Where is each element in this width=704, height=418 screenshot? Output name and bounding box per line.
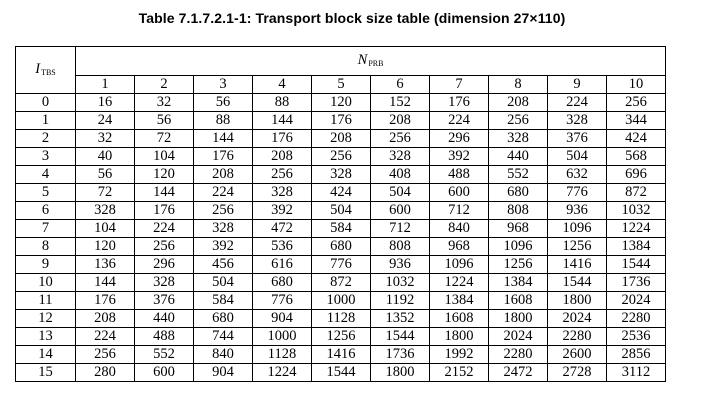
tbs-cell: 208 — [312, 130, 371, 148]
tbs-cell: 488 — [135, 328, 194, 346]
tbs-cell: 224 — [548, 94, 607, 112]
tbs-cell: 328 — [76, 202, 135, 220]
tbs-cell: 256 — [489, 112, 548, 130]
itbs-cell: 5 — [16, 184, 76, 202]
tbs-cell: 488 — [430, 166, 489, 184]
tbs-cell: 120 — [135, 166, 194, 184]
tbs-cell: 1256 — [312, 328, 371, 346]
tbs-cell: 104 — [135, 148, 194, 166]
tbs-cell: 1800 — [371, 364, 430, 382]
tbs-cell: 504 — [194, 274, 253, 292]
tbs-cell: 2728 — [548, 364, 607, 382]
tbs-cell: 1544 — [312, 364, 371, 382]
nprb-symbol: N — [357, 52, 368, 68]
tbs-cell: 224 — [135, 220, 194, 238]
table-row — [16, 166, 666, 184]
tbs-cell: 1224 — [430, 274, 489, 292]
tbs-cell: 1224 — [253, 364, 312, 382]
tbs-cell: 1128 — [253, 346, 312, 364]
nprb-subscript: PRB — [368, 59, 384, 68]
tbs-cell: 256 — [76, 346, 135, 364]
tbs-cell: 1416 — [312, 346, 371, 364]
tbs-cell: 776 — [312, 256, 371, 274]
table-row — [16, 220, 666, 238]
tbs-cell: 2856 — [607, 346, 666, 364]
tbs-cell: 144 — [253, 112, 312, 130]
tbs-cell: 256 — [253, 166, 312, 184]
tbs-cell: 568 — [607, 148, 666, 166]
tbs-cell: 256 — [312, 148, 371, 166]
tbs-cell: 680 — [489, 184, 548, 202]
tbs-cell: 1032 — [371, 274, 430, 292]
tbs-cell: 104 — [76, 220, 135, 238]
tbs-cell: 808 — [371, 238, 430, 256]
tbs-cell: 584 — [194, 292, 253, 310]
tbs-cell: 2280 — [489, 346, 548, 364]
itbs-cell: 6 — [16, 202, 76, 220]
column-header: 7 — [430, 76, 489, 94]
tbs-cell: 120 — [76, 238, 135, 256]
tbs-cell: 536 — [253, 238, 312, 256]
tbs-cell: 2536 — [607, 328, 666, 346]
tbs-cell: 144 — [135, 184, 194, 202]
tbs-cell: 392 — [253, 202, 312, 220]
tbs-cell: 2024 — [489, 328, 548, 346]
tbs-cell: 696 — [607, 166, 666, 184]
itbs-cell: 3 — [16, 148, 76, 166]
tbs-cell: 1096 — [548, 220, 607, 238]
tbs-cell: 1416 — [548, 256, 607, 274]
tbs-cell: 32 — [76, 130, 135, 148]
column-header: 1 — [76, 76, 135, 94]
itbs-cell: 11 — [16, 292, 76, 310]
tbs-cell: 584 — [312, 220, 371, 238]
tbs-cell: 1800 — [548, 292, 607, 310]
column-header: 2 — [135, 76, 194, 94]
tbs-cell: 208 — [253, 148, 312, 166]
tbs-cell: 936 — [548, 202, 607, 220]
tbs-cell: 1608 — [489, 292, 548, 310]
tbs-cell: 328 — [135, 274, 194, 292]
tbs-cell: 424 — [312, 184, 371, 202]
tbs-cell: 1544 — [607, 256, 666, 274]
column-header: 3 — [194, 76, 253, 94]
tbs-cell: 552 — [489, 166, 548, 184]
tbs-cell: 1256 — [548, 238, 607, 256]
tbs-cell: 1000 — [312, 292, 371, 310]
tbs-cell: 456 — [194, 256, 253, 274]
tbs-cell: 344 — [607, 112, 666, 130]
tbs-cell: 176 — [194, 148, 253, 166]
tbs-cell: 1256 — [489, 256, 548, 274]
tbs-cell: 3112 — [607, 364, 666, 382]
tbs-cell: 872 — [607, 184, 666, 202]
tbs-cell: 176 — [430, 94, 489, 112]
itbs-header — [16, 47, 76, 94]
itbs-cell: 9 — [16, 256, 76, 274]
tbs-cell: 2472 — [489, 364, 548, 382]
tbs-cell: 296 — [135, 256, 194, 274]
column-number-row — [16, 76, 666, 94]
table-row — [16, 364, 666, 382]
tbs-cell: 176 — [135, 202, 194, 220]
table-body — [16, 94, 666, 382]
itbs-cell: 12 — [16, 310, 76, 328]
tbs-cell: 120 — [312, 94, 371, 112]
tbs-cell: 56 — [135, 112, 194, 130]
tbs-cell: 1096 — [430, 256, 489, 274]
tbs-cell: 808 — [489, 202, 548, 220]
tbs-cell: 408 — [371, 166, 430, 184]
tbs-cell: 88 — [194, 112, 253, 130]
tbs-cell: 208 — [489, 94, 548, 112]
tbs-cell: 1384 — [489, 274, 548, 292]
tbs-cell: 56 — [194, 94, 253, 112]
tbs-cell: 208 — [371, 112, 430, 130]
table-row — [16, 130, 666, 148]
tbs-table — [15, 46, 666, 382]
tbs-cell: 1384 — [430, 292, 489, 310]
tbs-cell: 224 — [194, 184, 253, 202]
itbs-cell: 7 — [16, 220, 76, 238]
itbs-subscript: TBS — [41, 68, 56, 77]
table-row — [16, 202, 666, 220]
tbs-cell: 872 — [312, 274, 371, 292]
itbs-cell: 13 — [16, 328, 76, 346]
tbs-cell: 776 — [253, 292, 312, 310]
tbs-cell: 2280 — [607, 310, 666, 328]
column-header: 4 — [253, 76, 312, 94]
tbs-cell: 840 — [430, 220, 489, 238]
tbs-cell: 328 — [489, 130, 548, 148]
tbs-cell: 256 — [371, 130, 430, 148]
table-row — [16, 256, 666, 274]
tbs-cell: 552 — [135, 346, 194, 364]
tbs-cell: 280 — [76, 364, 135, 382]
tbs-cell: 256 — [194, 202, 253, 220]
table-header — [16, 47, 666, 94]
tbs-cell: 840 — [194, 346, 253, 364]
tbs-cell: 968 — [430, 238, 489, 256]
tbs-cell: 1608 — [430, 310, 489, 328]
tbs-cell: 680 — [253, 274, 312, 292]
tbs-cell: 328 — [253, 184, 312, 202]
column-header: 9 — [548, 76, 607, 94]
itbs-cell: 0 — [16, 94, 76, 112]
tbs-cell: 1992 — [430, 346, 489, 364]
tbs-cell: 1544 — [371, 328, 430, 346]
tbs-cell: 176 — [253, 130, 312, 148]
column-header: 5 — [312, 76, 371, 94]
table-row — [16, 346, 666, 364]
tbs-cell: 712 — [371, 220, 430, 238]
tbs-cell: 72 — [135, 130, 194, 148]
tbs-cell: 504 — [371, 184, 430, 202]
tbs-cell: 24 — [76, 112, 135, 130]
tbs-cell: 680 — [312, 238, 371, 256]
tbs-cell: 1224 — [607, 220, 666, 238]
tbs-cell: 328 — [548, 112, 607, 130]
tbs-cell: 1736 — [371, 346, 430, 364]
tbs-cell: 600 — [371, 202, 430, 220]
tbs-cell: 208 — [194, 166, 253, 184]
tbs-cell: 88 — [253, 94, 312, 112]
itbs-cell: 10 — [16, 274, 76, 292]
tbs-cell: 600 — [135, 364, 194, 382]
tbs-cell: 328 — [312, 166, 371, 184]
tbs-cell: 256 — [607, 94, 666, 112]
itbs-cell: 2 — [16, 130, 76, 148]
tbs-cell: 2152 — [430, 364, 489, 382]
tbs-cell: 392 — [430, 148, 489, 166]
nprb-header — [76, 47, 666, 76]
tbs-cell: 680 — [194, 310, 253, 328]
column-header: 10 — [607, 76, 666, 94]
itbs-cell: 14 — [16, 346, 76, 364]
tbs-cell: 424 — [607, 130, 666, 148]
tbs-cell: 632 — [548, 166, 607, 184]
tbs-cell: 1352 — [371, 310, 430, 328]
table-row — [16, 292, 666, 310]
tbs-cell: 2280 — [548, 328, 607, 346]
tbs-cell: 1544 — [548, 274, 607, 292]
itbs-cell: 4 — [16, 166, 76, 184]
tbs-cell: 904 — [253, 310, 312, 328]
tbs-cell: 472 — [253, 220, 312, 238]
itbs-cell: 1 — [16, 112, 76, 130]
tbs-cell: 32 — [135, 94, 194, 112]
tbs-cell: 208 — [76, 310, 135, 328]
tbs-cell: 16 — [76, 94, 135, 112]
tbs-cell: 1800 — [489, 310, 548, 328]
tbs-cell: 328 — [371, 148, 430, 166]
tbs-cell: 328 — [194, 220, 253, 238]
tbs-cell: 2024 — [607, 292, 666, 310]
tbs-cell: 1736 — [607, 274, 666, 292]
tbs-cell: 224 — [430, 112, 489, 130]
itbs-cell: 15 — [16, 364, 76, 382]
tbs-cell: 744 — [194, 328, 253, 346]
tbs-cell: 56 — [76, 166, 135, 184]
tbs-cell: 144 — [194, 130, 253, 148]
table-row — [16, 184, 666, 202]
itbs-symbol: I — [35, 61, 41, 77]
tbs-cell: 936 — [371, 256, 430, 274]
tbs-cell: 152 — [371, 94, 430, 112]
tbs-cell: 256 — [135, 238, 194, 256]
table-row — [16, 112, 666, 130]
tbs-cell: 2024 — [548, 310, 607, 328]
tbs-cell: 72 — [76, 184, 135, 202]
table-row — [16, 328, 666, 346]
tbs-cell: 296 — [430, 130, 489, 148]
column-header: 6 — [371, 76, 430, 94]
tbs-cell: 1000 — [253, 328, 312, 346]
tbs-cell: 176 — [312, 112, 371, 130]
tbs-cell: 136 — [76, 256, 135, 274]
tbs-cell: 616 — [253, 256, 312, 274]
tbs-cell: 1192 — [371, 292, 430, 310]
tbs-cell: 1128 — [312, 310, 371, 328]
tbs-cell: 504 — [312, 202, 371, 220]
tbs-cell: 1096 — [489, 238, 548, 256]
table-row — [16, 310, 666, 328]
tbs-cell: 1032 — [607, 202, 666, 220]
tbs-cell: 40 — [76, 148, 135, 166]
itbs-cell: 8 — [16, 238, 76, 256]
column-header: 8 — [489, 76, 548, 94]
tbs-cell: 504 — [548, 148, 607, 166]
tbs-cell: 224 — [76, 328, 135, 346]
tbs-cell: 712 — [430, 202, 489, 220]
tbs-cell: 440 — [489, 148, 548, 166]
tbs-cell: 600 — [430, 184, 489, 202]
tbs-cell: 392 — [194, 238, 253, 256]
tbs-cell: 776 — [548, 184, 607, 202]
table-row — [16, 94, 666, 112]
tbs-cell: 376 — [548, 130, 607, 148]
tbs-cell: 2600 — [548, 346, 607, 364]
table-row — [16, 274, 666, 292]
tbs-cell: 376 — [135, 292, 194, 310]
table-caption: Table 7.1.7.2.1-1: Transport block size table (dimension 27×110) — [138, 10, 566, 26]
tbs-cell: 904 — [194, 364, 253, 382]
table-row — [16, 238, 666, 256]
tbs-cell: 968 — [489, 220, 548, 238]
tbs-cell: 440 — [135, 310, 194, 328]
tbs-cell: 176 — [76, 292, 135, 310]
tbs-cell: 1384 — [607, 238, 666, 256]
tbs-cell: 1800 — [430, 328, 489, 346]
tbs-cell: 144 — [76, 274, 135, 292]
table-row — [16, 148, 666, 166]
